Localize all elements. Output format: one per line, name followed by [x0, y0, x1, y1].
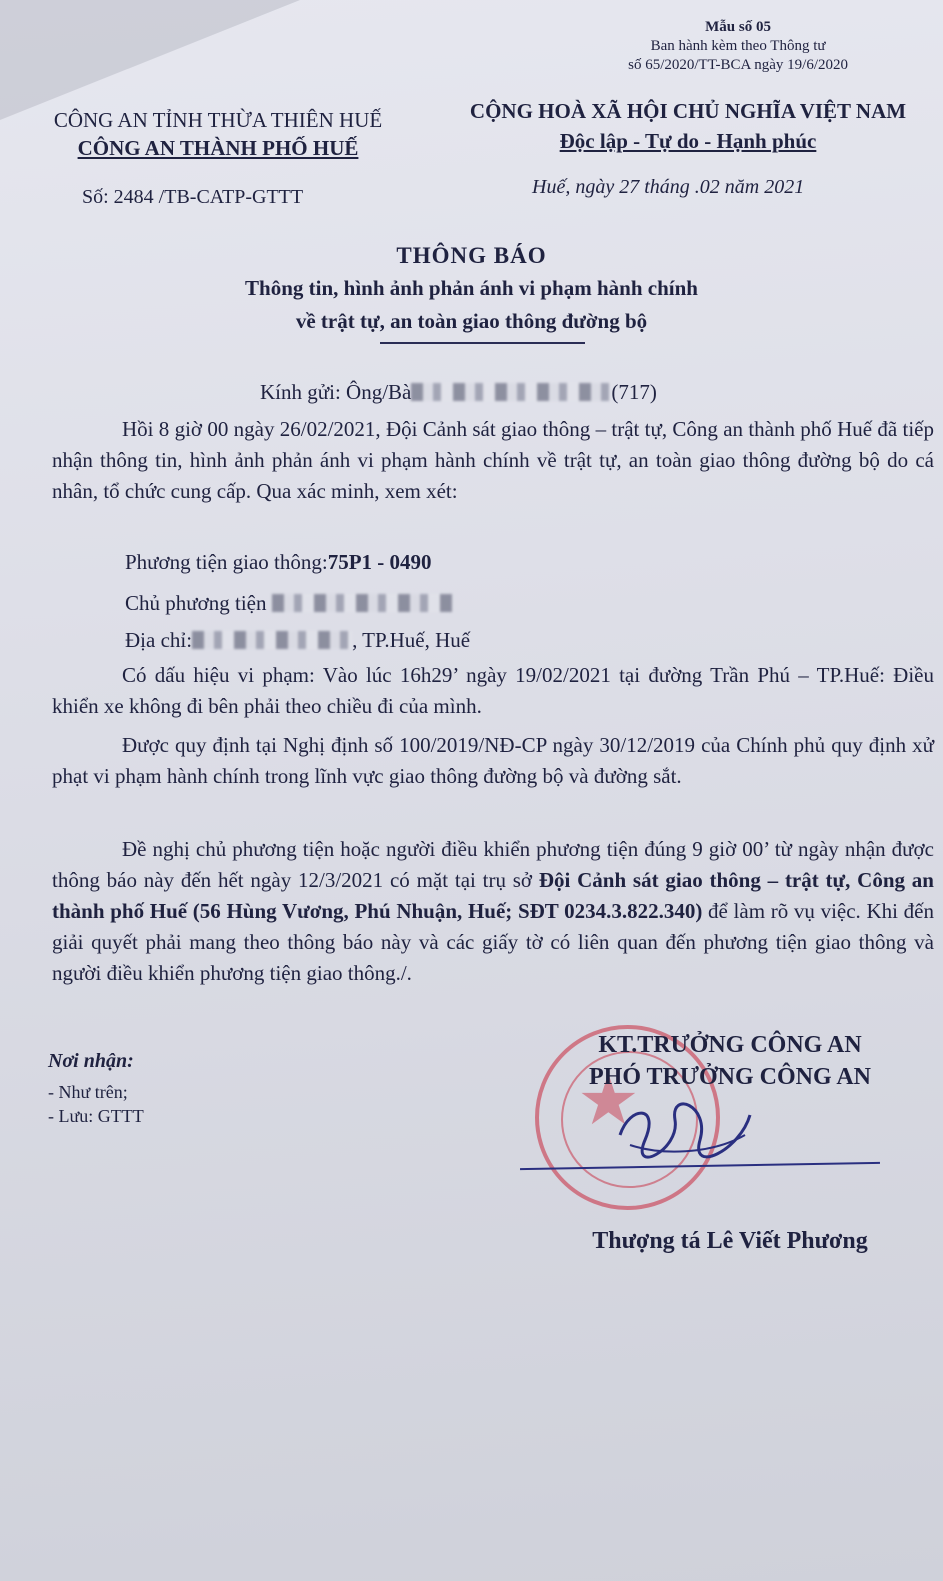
signer-name: Thượng tá Lê Viết Phương [592, 1228, 868, 1254]
recipient-line [260, 380, 657, 405]
recipient-suffix: (717) [611, 380, 657, 404]
form-number: Mẫu số 05 [705, 19, 771, 35]
form-issued-line2: số 65/2020/TT-BCA ngày 19/6/2020 [628, 57, 848, 73]
paragraph-violation: Có dấu hiệu vi phạm: Vào lúc 16h29’ ngày 19/02/2021 tại đường Trần Phú – TP.Huế: Điều khiển xe không đi bên phải theo chiều đi của mình. [52, 663, 934, 718]
nation-name: CỘNG HOÀ XÃ HỘI CHỦ NGHĨA VIỆT NAM [469, 99, 907, 123]
seal-star-icon: ★ [577, 1059, 640, 1141]
paragraph-request [52, 834, 934, 989]
agency-parent: CÔNG AN TỈNH THỪA THIÊN HUẾ [53, 108, 383, 132]
form-issued-line1: Ban hành kèm theo Thông tư [650, 38, 826, 54]
paragraph-received: Hồi 8 giờ 00 ngày 26/02/2021, Đội Cảnh sát giao thông – trật tự, Công an thành phố Huế đã tiếp nhận thông tin, hình ảnh phản ánh vi phạm hành chính về trật tự, an toàn giao thông đường bộ do cá nhân, tổ chức cung cấp. Qua xác minh, xem xét: [52, 417, 934, 503]
paragraph-regulation: Được quy định tại Nghị định số 100/2019/NĐ-CP ngày 30/12/2019 của Chính phủ quy định xử phạt vi phạm hành chính trong lĩnh vực giao thông đường bộ và đường sắt. [52, 733, 934, 788]
request-text-2: để làm rõ vụ việc. Khi đến giải quyết phải mang theo thông báo này và các giấy tờ có liên quan đến phương tiện giao thông và người điều khiển phương tiện giao thông./. [52, 899, 934, 985]
nation-motto: Độc lập - Tự do - Hạnh phúc [559, 129, 817, 153]
handwritten-signature [600, 1095, 760, 1165]
request-address-bold: Đội Cảnh sát giao thông – trật tự, Công an thành phố Huế (56 Hùng Vương, Phú Nhuận, Huế; SĐT 0234.3.822.340) [52, 868, 934, 923]
sign-title-2: PHÓ TRƯỞNG CÔNG AN [588, 1064, 871, 1090]
redacted-name [411, 383, 611, 401]
sign-title-1: KT.TRƯỞNG CÔNG AN [598, 1032, 862, 1058]
form-number-block [628, 18, 848, 75]
agency-header [28, 106, 408, 162]
redacted-address [192, 631, 352, 649]
document-subtitle-2: về trật tự, an toàn giao thông đường bộ [295, 309, 648, 333]
owner-line [125, 591, 452, 616]
document-date: Huế, ngày 27 tháng .02 năm 2021 [532, 176, 805, 198]
address-label: Địa chỉ: [125, 628, 193, 652]
address-suffix: , TP.Huế, Huế [352, 628, 471, 652]
title-underline [380, 342, 585, 344]
recipients-item-2: - Lưu: GTTT [48, 1106, 144, 1126]
document-subtitle-1: Thông tin, hình ảnh phản ánh vi phạm hành chính [245, 276, 698, 300]
vehicle-label: Phương tiện giao thông: [125, 550, 328, 574]
nation-header [438, 96, 938, 156]
vehicle-plate: 75P1 - 0490 [327, 550, 432, 574]
redacted-owner [272, 594, 452, 612]
recipients-label: Nơi nhận: [48, 1050, 134, 1072]
paper-fold-shadow [0, 0, 300, 120]
address-line [125, 628, 470, 653]
request-text-1: Đề nghị chủ phương tiện hoặc người điều khiển phương tiện đúng 9 giờ 00’ từ ngày nhận được thông báo này đến hết ngày 12/3/2021 có mặt tại trụ sở [52, 837, 934, 892]
document-number: Số: 2484 /TB-CATP-GTTT [82, 186, 304, 208]
document-title: THÔNG BÁO [396, 243, 547, 268]
recipient-label: Kính gửi: Ông/Bà [260, 380, 412, 404]
owner-label: Chủ phương tiện [125, 591, 267, 615]
vehicle-line [125, 550, 432, 575]
agency-unit: CÔNG AN THÀNH PHỐ HUẾ [77, 136, 359, 160]
recipients-item-1: - Như trên; [48, 1082, 128, 1102]
